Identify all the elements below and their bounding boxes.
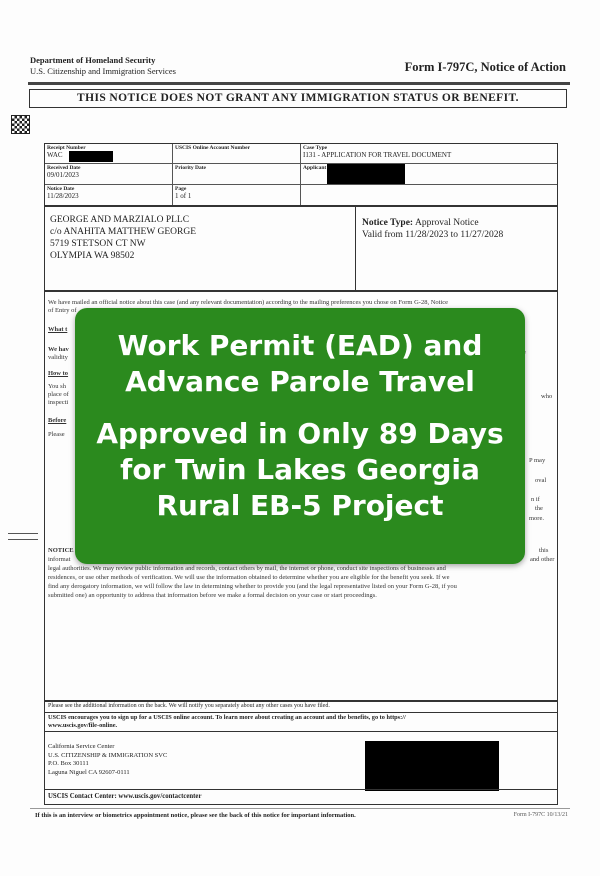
page-cell <box>173 185 301 206</box>
agency-subname: U.S. Citizenship and Immigration Services <box>30 66 176 76</box>
received-cell <box>45 164 173 185</box>
body-text: We have mailed an official notice about this case (and any relevant documentation) according to the mailing preferences you chose on Form G-28, Notice <box>48 299 449 306</box>
notice-type-value: Approval Notice <box>414 218 479 228</box>
body-text: You sh <box>48 383 66 390</box>
receipt-value: WAC <box>47 151 63 159</box>
received-label: Received Date <box>47 165 81 171</box>
body-heading: Before <box>48 417 67 424</box>
body-text: residences, or use other methods of verification. We will use the information obtained to determine whether you are eligible for the benefit you seek. If we <box>48 574 450 581</box>
account-label: USCIS Online Account Number <box>175 145 251 151</box>
case-type-label: Case Type <box>303 145 328 151</box>
applicant-cell <box>301 164 557 185</box>
validity-dates: Valid from 11/28/2023 to 11/27/2028 <box>362 230 504 240</box>
body-text: legal authorities. We may review public information and records, contact others by mail, the internet or phone, conduct site inspections of businesses and <box>48 565 446 572</box>
office-line: P.O. Box 30111 <box>48 760 89 767</box>
body-text: We hav <box>48 346 69 353</box>
agency-block <box>30 55 176 77</box>
body-text: validity <box>48 354 68 361</box>
online-account-note <box>45 712 557 732</box>
body-text: find any derogatory information, we will follow the law in determining whether to provide you (and the legal representative listed on your Form G-28, if you <box>48 583 457 590</box>
notice-type-label: Notice Type: <box>362 218 414 228</box>
form-id: Form I-797C 10/13/21 <box>513 812 568 818</box>
body-heading: How to <box>48 370 69 377</box>
banner-line: Rural EB-5 Project <box>156 489 444 522</box>
body-text: who <box>541 393 553 400</box>
receipt-label: Receipt Number <box>47 145 86 151</box>
notice-date-value: 11/28/2023 <box>47 192 79 200</box>
address-line: 5719 STETSON CT NW <box>50 239 146 249</box>
notice-date-cell <box>45 185 173 206</box>
banner-subheadline <box>75 416 525 524</box>
receipt-cell <box>45 144 173 164</box>
body-text: the <box>535 505 543 512</box>
barcode-icon <box>11 115 30 134</box>
redaction-box <box>327 164 405 184</box>
received-value: 09/01/2023 <box>47 171 79 179</box>
banner-line: Advance Parole Travel <box>125 365 475 398</box>
form-title: Form I-797C, Notice of Action <box>404 60 566 74</box>
footer-note: If this is an interview or biometrics appointment notice, please see the back of this notice for important information. <box>35 812 356 819</box>
priority-label: Priority Date <box>175 165 206 171</box>
bottom-block <box>44 700 558 805</box>
banner-line: for Twin Lakes Georgia <box>120 453 480 486</box>
agency-name: Department of Homeland Security <box>30 55 156 65</box>
body-text: this <box>539 547 549 554</box>
body-text: of Entry of <box>48 307 77 314</box>
footer-divider <box>30 808 570 809</box>
priority-cell <box>173 164 301 185</box>
case-type-value: I131 - APPLICATION FOR TRAVEL DOCUMENT <box>303 151 452 159</box>
banner-headline <box>75 328 525 400</box>
service-center-address <box>48 743 167 777</box>
banner-line: Approved in Only 89 Days <box>96 417 504 450</box>
header-divider <box>28 82 570 85</box>
recipient-address <box>50 214 196 262</box>
account-cell <box>173 144 301 164</box>
address-line: GEORGE AND MARZIALO PLLC <box>50 215 190 225</box>
notice-type <box>356 217 558 229</box>
banner-line: Work Permit (EAD) and <box>117 329 483 362</box>
redaction-box <box>69 151 113 162</box>
applicant-label: Applicant <box>303 165 327 171</box>
case-fields-table <box>44 143 558 207</box>
address-block <box>44 205 558 292</box>
body-text: submitted one) an opportunity to address that information before we make a formal decision on your case or start proceedings. <box>48 592 377 599</box>
notice-type-block <box>355 206 558 291</box>
address-line: c/o ANAHITA MATTHEW GEORGE <box>50 227 197 237</box>
body-text: informat <box>48 556 71 563</box>
online-note-line: USCIS encourages you to sign up for a USCIS online account. To learn more about creating an account and the benefits, go to https:// <box>48 714 406 721</box>
body-text: place of <box>48 391 69 398</box>
office-line: California Service Center <box>48 743 115 750</box>
page-value: 1 of 1 <box>175 192 192 200</box>
office-line: U.S. CITIZENSHIP & IMMIGRATION SVC <box>48 751 168 759</box>
body-text: more. <box>529 515 544 522</box>
body-text: inspecti <box>48 399 69 406</box>
page-label: Page <box>175 186 187 192</box>
body-heading: NOTICE <box>48 547 74 554</box>
redaction-box <box>365 741 499 791</box>
body-text: P may <box>529 457 546 464</box>
body-text: n if <box>531 496 540 503</box>
office-line: Laguna Niguel CA 92607-0111 <box>48 768 130 776</box>
body-heading: What t <box>48 326 68 333</box>
body-text: oval <box>535 477 547 484</box>
case-type-cell <box>301 144 557 164</box>
contact-center: USCIS Contact Center: www.uscis.gov/contactcenter <box>45 789 557 804</box>
notice-date-label: Notice Date <box>47 186 75 192</box>
body-text: and other <box>530 556 555 563</box>
status-warning: THIS NOTICE DOES NOT GRANT ANY IMMIGRATION STATUS OR BENEFIT. <box>29 89 567 108</box>
additional-info: Please see the additional information on the back. We will notify you separately about any other cases you have filed. <box>48 703 330 709</box>
scan-mark <box>8 539 38 540</box>
approval-banner <box>75 308 525 564</box>
body-text: Please <box>48 431 65 438</box>
address-line: OLYMPIA WA 98502 <box>50 251 135 261</box>
scan-mark <box>8 533 38 534</box>
online-note-line: www.uscis.gov/file-online. <box>48 722 118 729</box>
